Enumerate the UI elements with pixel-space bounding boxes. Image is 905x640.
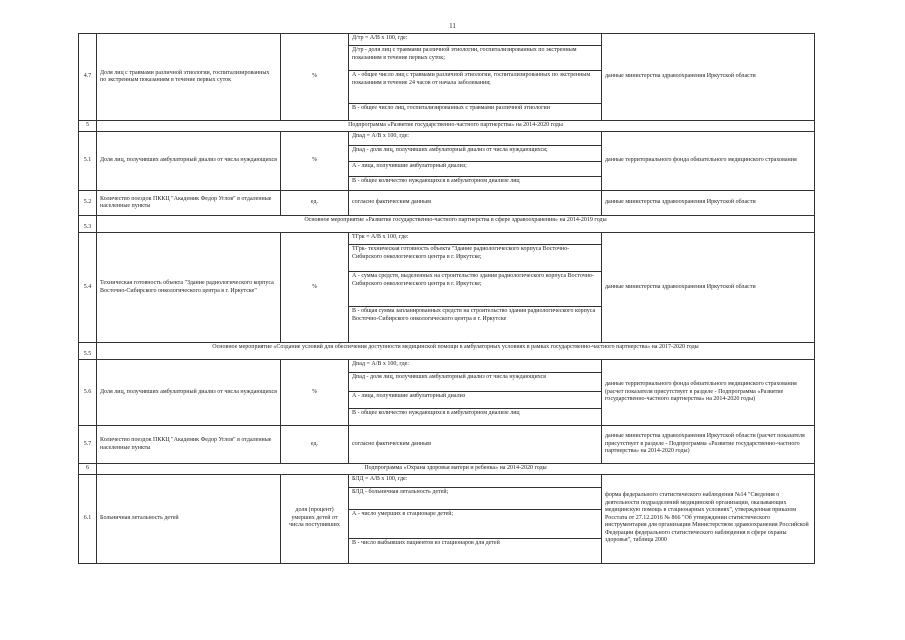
formula-line: Дпад - доля лиц, получивших амбулаторный диализ от числа нуждающихся; — [349, 146, 601, 162]
data-source: форма федерального статистического наблюдения №14 "Сведения о деятельности подразделений медицинской организации, оказывающих медицинскую помощь в стационарных условиях", утвержденная приказом Росстата от 27.12.2016 № 866 "Об утверждении статистического инструментария для организации Министерством здравоохранения Российской Федерации федерального статистического наблюдения в сфере охраны здоровья", таблица 2000 — [602, 474, 815, 563]
indicator-unit: % — [281, 233, 349, 343]
formula-line: Д/тр = А/В х 100, где: — [349, 34, 601, 46]
calculation-formula — [349, 474, 602, 563]
formula-line: А - лица, получившие амбулаторный диализ — [349, 392, 601, 409]
indicator-name: Доля лиц с травмами различной этиологии, госпитализированных по экстренным показаниям в течение первых суток — [97, 34, 281, 121]
section-title: Подпрограмма «Охрана здоровья матери и ребенка» на 2014-2020 годы — [97, 464, 815, 475]
section-title: Основное мероприятие «Развитие государственно-частного партнерства в сфере здравоохранения» на 2014-2019 годы — [97, 216, 815, 233]
section-title: Основное мероприятие «Создание условий для обеспечения доступности медицинской помощи в амбулаторных условиях в рамках государственно-частного партнерства» на 2017-2020 годы — [97, 343, 815, 360]
calculation-formula — [349, 233, 602, 343]
data-source: данные министерства здравоохранения Иркутской области — [602, 34, 815, 121]
indicator-unit: % — [281, 132, 349, 191]
formula-line: ТГрк = А/В х 100, где: — [349, 233, 601, 245]
indicator-unit: % — [281, 34, 349, 121]
formula-line: В - общее количество нуждающихся в амбулаторном диализе лиц — [352, 178, 520, 184]
row-number: 5.5 — [79, 343, 97, 360]
formula-line: А - число умерших в стационаре детей; — [349, 510, 601, 539]
table-row — [79, 360, 815, 426]
formula-line: Дпад = А/В х 100, где: — [349, 132, 601, 146]
formula-line: Дпад = А/В х 100, где: — [349, 360, 601, 373]
formula-line: В - общее количество нуждающихся в амбулаторном диализе лиц — [352, 410, 520, 416]
row-number: 5.1 — [79, 132, 97, 191]
indicator-unit: % — [281, 360, 349, 426]
section-title: Подпрограмма «Развитие государственно-частного партнерства» на 2014-2020 годы — [97, 121, 815, 132]
indicator-unit: доля (процент) умерших детей от числа поступивших — [281, 474, 349, 563]
formula-line: В - общая сумма запланированных средств на строительство здания радиологического корпуса Восточно-Сибирского онкологического центра в г. Иркутске — [352, 308, 596, 322]
indicator-unit: ед. — [281, 426, 349, 464]
row-number: 5.6 — [79, 360, 97, 426]
table-row — [79, 233, 815, 343]
formula-line: В - общее число лиц, госпитализированных с травмами различной этиологии — [352, 105, 550, 111]
indicator-name: Количество поездок ПККЦ "Академик Федор Углов" в отдаленные населенные пункты — [97, 426, 281, 464]
table-row — [79, 132, 815, 191]
indicator-unit: ед. — [281, 191, 349, 216]
calculation-formula — [349, 34, 602, 121]
row-number: 5.7 — [79, 426, 97, 464]
formula-line: Д/тр - доля лиц с травмами различной этиологии, госпитализированных по экстренным показаниям в течение первых суток; — [349, 46, 601, 71]
row-number: 4.7 — [79, 34, 97, 121]
section-row — [79, 216, 815, 233]
calculation-formula: согласно фактическим данным — [349, 191, 602, 216]
row-number: 5.2 — [79, 191, 97, 216]
calculation-formula — [349, 132, 602, 191]
formula-line: В - число выбывших пациентов из стационаров для детей — [352, 539, 500, 546]
section-row — [79, 464, 815, 475]
data-source: данные министерства здравоохранения Иркутской области — [602, 191, 815, 216]
row-number: 6.1 — [79, 474, 97, 563]
formula-line: ТГрк- техническая готовность объекта "Здание радиологического корпуса Восточно-Сибирского онкологического центра в г. Иркутске; — [349, 245, 601, 272]
formula-line: А - лица, получившие амбулаторный диализ; — [349, 162, 601, 177]
data-source: данные министерства здравоохранения Иркутской области — [602, 233, 815, 343]
indicator-name: Доля лиц, получивших амбулаторный диализ от числа нуждающихся — [97, 360, 281, 426]
indicator-name: Количество поездок ПККЦ "Академик Федор Углов" в отдаленные населенные пункты — [97, 191, 281, 216]
row-number: 5.3 — [79, 216, 97, 233]
indicator-name: Доля лиц, получивших амбулаторный диализ от числа нуждающихся — [97, 132, 281, 191]
formula-line: А - общее число лиц с травмами различной этиологии, госпитализированных по экстренным показаниям в течение 24 часов от начала заболевания; — [349, 71, 601, 104]
formula-line: Дпад - доля лиц, получивших амбулаторный диализ от числа нуждающихся — [349, 373, 601, 392]
row-number: 6 — [79, 464, 97, 475]
table-row — [79, 191, 815, 216]
section-row — [79, 121, 815, 132]
page-number: 11 — [449, 22, 456, 30]
row-number: 5.4 — [79, 233, 97, 343]
formula-line: А - сумма средств, выделенных на строительство здания радиологического корпуса Восточно-Сибирского онкологического центра в г. Иркутске; — [349, 272, 601, 307]
data-source: данные министерства здравоохранения Иркутской области (расчет показателя присутствует в разделе - Подпрограмма «Развитие государственно-частного партнерства» на 2014-2020 годы) — [602, 426, 815, 464]
table-row — [79, 426, 815, 464]
formula-line: БЛД = А/В х 100, где: — [349, 475, 601, 488]
data-source: данные территориального фонда обязательного медицинского страхования (расчет показателя присутствует в разделе - Подпрограмма «Развитие государственно-частного партнерства» на 2014-2020 годы) — [602, 360, 815, 426]
indicator-name: Техническая готовность объекта "Здание радиологического корпуса Восточно-Сибирского онкологического центра в г. Иркутске" — [97, 233, 281, 343]
calculation-formula: согласно фактическим данным — [349, 426, 602, 464]
row-number: 5 — [79, 121, 97, 132]
table-row — [79, 34, 815, 121]
formula-line: БЛД - больничная летальность детей; — [349, 488, 601, 510]
indicators-table — [78, 33, 815, 564]
table-row — [79, 474, 815, 563]
calculation-formula — [349, 360, 602, 426]
data-source: данные территориального фонда обязательного медицинского страхования — [602, 132, 815, 191]
indicator-name: Больничная летальность детей — [97, 474, 281, 563]
section-row — [79, 343, 815, 360]
